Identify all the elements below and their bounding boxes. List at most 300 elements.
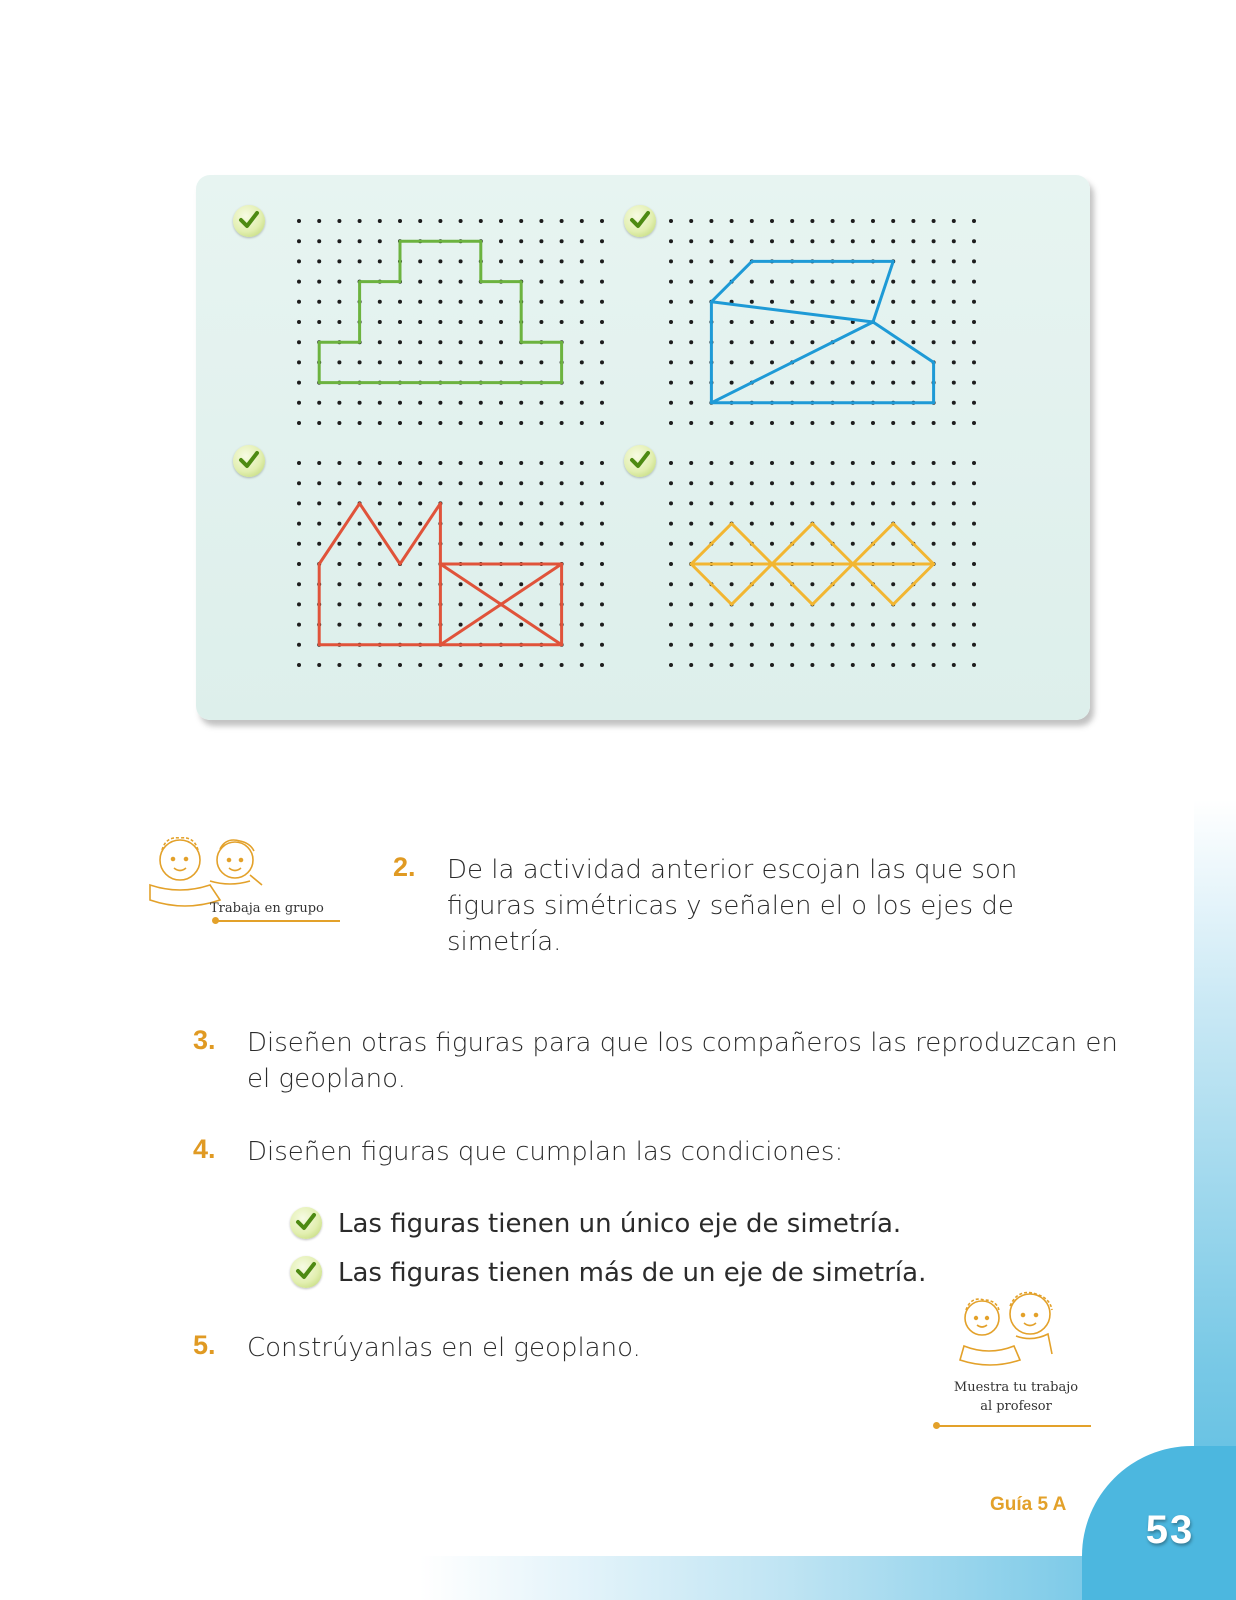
geoboard-peg [459, 522, 463, 526]
geoboard-peg [358, 461, 362, 465]
condition-item: Las figuras tienen más de un eje de simetría. [338, 1258, 927, 1288]
geoboard-peg [499, 663, 503, 667]
geoboard-peg [438, 320, 442, 324]
geoboard-peg [337, 663, 341, 667]
geoboard-peg [358, 562, 362, 566]
geoboard-peg [689, 623, 693, 627]
geoboard-peg [709, 421, 713, 425]
geoboard-peg [851, 663, 855, 667]
geoboard-peg [560, 259, 564, 263]
geoboard-peg [297, 501, 301, 505]
geoboard-peg [932, 219, 936, 223]
geoboard-peg [600, 481, 604, 485]
geoboard-peg [851, 481, 855, 485]
group-work-caption: Trabaja en grupo [210, 901, 324, 916]
geoboard-peg [499, 461, 503, 465]
geoboard-peg [790, 239, 794, 243]
geoboard-peg [911, 522, 915, 526]
geoboard-peg [398, 300, 402, 304]
geoboard-peg [418, 300, 422, 304]
geoboard-peg [911, 320, 915, 324]
geoboard-peg [810, 461, 814, 465]
item-number: 4. [193, 1134, 216, 1164]
geoboard-peg [459, 623, 463, 627]
geoboard-peg [519, 663, 523, 667]
geoboard-peg [952, 542, 956, 546]
geoboard-peg [911, 643, 915, 647]
geoboard-peg [689, 360, 693, 364]
geoboard-peg [952, 401, 956, 405]
geoboard-peg [669, 360, 673, 364]
geoboard-peg [499, 481, 503, 485]
geoboard-peg [770, 602, 774, 606]
geoboard-peg [790, 643, 794, 647]
caption-underline [216, 920, 340, 922]
geoboard-peg [709, 239, 713, 243]
geoboard-peg [337, 320, 341, 324]
geoboard-peg [790, 280, 794, 284]
geoboard-peg [499, 219, 503, 223]
geoboard-peg [317, 239, 321, 243]
geoboard-peg [337, 219, 341, 223]
geoboard-peg [911, 421, 915, 425]
geoboard-peg [418, 623, 422, 627]
geoboard-peg [709, 643, 713, 647]
geoboard-peg [669, 239, 673, 243]
geoboard-peg [911, 259, 915, 263]
geoboard-peg [459, 582, 463, 586]
geoboard-peg [297, 623, 301, 627]
geoboard-peg [297, 280, 301, 284]
geoboard-peg [669, 300, 673, 304]
geoboard-peg [479, 663, 483, 667]
geoboard-peg [750, 219, 754, 223]
geoboard-peg [932, 340, 936, 344]
geoboard-peg [972, 582, 976, 586]
geoboard-peg [669, 381, 673, 385]
geoboard-peg [730, 239, 734, 243]
geoboard-peg [459, 300, 463, 304]
geoboard-peg [539, 663, 543, 667]
geoboard-peg [600, 542, 604, 546]
geoboard-peg [418, 219, 422, 223]
geoboard-peg [580, 481, 584, 485]
geoboard-peg [932, 663, 936, 667]
geoboard-peg [600, 663, 604, 667]
geoboard-peg [337, 421, 341, 425]
geoboard-peg [952, 522, 956, 526]
geoboard-peg [519, 522, 523, 526]
geoboard-peg [499, 300, 503, 304]
geoboard-peg [972, 663, 976, 667]
geoboard-peg [297, 219, 301, 223]
geoboard-peg [499, 421, 503, 425]
geoboard-peg [600, 643, 604, 647]
geoboard-peg [317, 219, 321, 223]
geoboard-peg [891, 542, 895, 546]
geoboard-peg [689, 300, 693, 304]
geoboard-peg [459, 421, 463, 425]
geoboard-peg [560, 239, 564, 243]
geoboard-peg [911, 340, 915, 344]
geoboard-peg [317, 280, 321, 284]
geoboard-peg [891, 280, 895, 284]
geoboard-peg [851, 239, 855, 243]
geoboard-peg [418, 522, 422, 526]
geoboard-peg [539, 501, 543, 505]
geoboard-peg [459, 320, 463, 324]
geoboard-peg [911, 280, 915, 284]
geoboard-peg [831, 501, 835, 505]
children-illustration [950, 1288, 1080, 1378]
geoboard-peg [378, 219, 382, 223]
geoboard-peg [580, 320, 584, 324]
geoboard-peg [932, 522, 936, 526]
geoboard-peg [378, 360, 382, 364]
geoboard-peg [851, 501, 855, 505]
geoboard-peg [750, 239, 754, 243]
geoboard-peg [317, 663, 321, 667]
geoboard-peg [709, 219, 713, 223]
geoboard-peg [730, 219, 734, 223]
geoboard-peg [790, 623, 794, 627]
geoboard-peg [418, 259, 422, 263]
geoboard-peg [770, 542, 774, 546]
geoboard-peg [730, 461, 734, 465]
geoboard-peg [337, 522, 341, 526]
geoboard-peg [972, 340, 976, 344]
geoboard-peg [770, 461, 774, 465]
geoboard-peg [709, 501, 713, 505]
geoboard-peg [358, 522, 362, 526]
geoboard-peg [459, 663, 463, 667]
geoboard-peg [689, 582, 693, 586]
geoboard-peg [831, 360, 835, 364]
geoboard-peg [459, 542, 463, 546]
geoboard-peg [317, 501, 321, 505]
geoboard-peg [932, 421, 936, 425]
geoboard-peg [479, 320, 483, 324]
geoboard-peg [398, 602, 402, 606]
geoboard-peg [560, 320, 564, 324]
geoboard-illustration [196, 175, 1090, 720]
geoboard-peg [810, 542, 814, 546]
geoboard-peg [378, 481, 382, 485]
geoboard-peg [911, 239, 915, 243]
check-icon [290, 1256, 322, 1288]
activity-3-text [247, 1025, 1118, 1097]
geoboard-peg [358, 219, 362, 223]
geoboard-peg [297, 320, 301, 324]
geoboard-peg [911, 300, 915, 304]
geoboard-peg [831, 461, 835, 465]
geoboard-peg [600, 623, 604, 627]
geoboard-peg [669, 219, 673, 223]
text-line: simetría. [447, 927, 562, 957]
geoboard-peg [871, 623, 875, 627]
check-icon [624, 445, 656, 477]
geoboard-peg [600, 562, 604, 566]
geoboard-peg [297, 663, 301, 667]
geoboard-peg [358, 401, 362, 405]
geoboard-peg [770, 381, 774, 385]
geoboard-peg [459, 481, 463, 485]
geoboard-peg [972, 481, 976, 485]
geoboard-peg [750, 320, 754, 324]
geoboard-peg [669, 481, 673, 485]
geoboard-peg [580, 421, 584, 425]
geoboard-peg [891, 643, 895, 647]
activity-4-text: Diseñen figuras que cumplan las condiciones: [247, 1137, 844, 1167]
geoboard-peg [790, 320, 794, 324]
geoboard-peg [398, 219, 402, 223]
geoboard-peg [580, 239, 584, 243]
geoboard-peg [689, 643, 693, 647]
geoboard-peg [378, 340, 382, 344]
geoboard-peg [539, 280, 543, 284]
geoboard-peg [831, 280, 835, 284]
geoboard-peg [831, 381, 835, 385]
blue-figure-line [711, 302, 873, 322]
geoboard-peg [398, 522, 402, 526]
geoboard-peg [398, 340, 402, 344]
geoboard-peg [810, 360, 814, 364]
geoboard-peg [398, 461, 402, 465]
geoboard-peg [972, 542, 976, 546]
geoboard-peg [580, 280, 584, 284]
geoboard-peg [580, 562, 584, 566]
geoboard-peg [499, 501, 503, 505]
geoboard-peg [519, 461, 523, 465]
geoboard-peg [831, 239, 835, 243]
text-line: Diseñen otras figuras para que los compañeros las reproduzcan en [247, 1028, 1118, 1058]
geoboard-peg [438, 481, 442, 485]
geoboard-peg [669, 259, 673, 263]
geoboard-peg [790, 501, 794, 505]
geoboard-peg [891, 663, 895, 667]
geoboard-peg [539, 582, 543, 586]
geoboard-peg [871, 340, 875, 344]
geoboard-peg [499, 542, 503, 546]
geoboard-peg [871, 360, 875, 364]
geoboard-peg [479, 421, 483, 425]
geoboard-peg [770, 663, 774, 667]
geoboard-peg [871, 522, 875, 526]
geoboard-peg [972, 522, 976, 526]
geoboard-peg [810, 219, 814, 223]
geoboard-peg [580, 582, 584, 586]
geoboard-peg [297, 340, 301, 344]
geoboard-peg [972, 643, 976, 647]
geoboard-peg [750, 360, 754, 364]
geoboard-peg [689, 461, 693, 465]
geoboard-peg [560, 280, 564, 284]
geoboard-peg [810, 381, 814, 385]
geoboard-peg [972, 461, 976, 465]
geoboard-peg [932, 481, 936, 485]
geoboard-peg [297, 259, 301, 263]
geoboard-peg [750, 280, 754, 284]
geoboard-peg [810, 340, 814, 344]
geoboard-peg [770, 320, 774, 324]
geoboard-peg [972, 421, 976, 425]
geoboard-peg [479, 219, 483, 223]
geoboard-peg [750, 481, 754, 485]
geoboard-peg [560, 542, 564, 546]
geoboard-peg [689, 320, 693, 324]
show-work-caption [950, 1378, 1082, 1416]
geoboard-peg [297, 562, 301, 566]
geoboard-peg [297, 522, 301, 526]
geoboard-peg [398, 481, 402, 485]
geoboard-peg [770, 501, 774, 505]
geoboard-peg [891, 582, 895, 586]
geoboard-peg [317, 259, 321, 263]
geoboard-peg [337, 602, 341, 606]
geoboard-peg [709, 461, 713, 465]
geoboard-peg [600, 582, 604, 586]
item-number: 5. [193, 1330, 216, 1360]
geoboard-peg [932, 461, 936, 465]
geoboard-peg [317, 542, 321, 546]
geoboard-peg [600, 239, 604, 243]
geoboard-peg [669, 623, 673, 627]
geoboard-peg [952, 381, 956, 385]
geoboard-peg [871, 461, 875, 465]
geoboard-peg [519, 421, 523, 425]
caption-line: Muestra tu trabajo [953, 1380, 1079, 1395]
geoboard-peg [750, 643, 754, 647]
geoboard-peg [669, 461, 673, 465]
geoboard-peg [539, 522, 543, 526]
geoboard-peg [952, 663, 956, 667]
geoboard-peg [689, 522, 693, 526]
geoboard-peg [418, 481, 422, 485]
geoboard-peg [337, 562, 341, 566]
geoboard-peg [600, 501, 604, 505]
geoboard-peg [600, 340, 604, 344]
geoboard-peg [689, 542, 693, 546]
geoboard-peg [810, 501, 814, 505]
geoboard-peg [932, 582, 936, 586]
geoboard-peg [790, 602, 794, 606]
geoboard-peg [297, 461, 301, 465]
geoboard-peg [972, 280, 976, 284]
geoboard-peg [398, 663, 402, 667]
geoboard-peg [560, 300, 564, 304]
geoboard-peg [418, 360, 422, 364]
geoboard-peg [459, 219, 463, 223]
geoboard-peg [851, 643, 855, 647]
geoboard-peg [911, 381, 915, 385]
geoboard-peg [972, 320, 976, 324]
geoboard-peg [378, 239, 382, 243]
geoboard-peg [932, 300, 936, 304]
geoboard-peg [730, 320, 734, 324]
geoboard-peg [911, 623, 915, 627]
geoboard-peg [519, 582, 523, 586]
geoboard-peg [337, 401, 341, 405]
geoboard-peg [810, 320, 814, 324]
geoboard-peg [560, 663, 564, 667]
geoboard-peg [871, 663, 875, 667]
geoboard-peg [519, 360, 523, 364]
geoboard-peg [669, 320, 673, 324]
geoboard-peg [499, 259, 503, 263]
geoboard-peg [519, 219, 523, 223]
geoboard-peg [580, 501, 584, 505]
geoboard-peg [499, 320, 503, 324]
geoboard-peg [790, 340, 794, 344]
geoboard-peg [560, 401, 564, 405]
geoboard-peg [418, 280, 422, 284]
item-number: 3. [193, 1025, 216, 1055]
geoboard-peg [790, 663, 794, 667]
geoboard-peg [358, 259, 362, 263]
geoboard-peg [580, 401, 584, 405]
geoboard-peg [337, 461, 341, 465]
geoboard-peg [770, 522, 774, 526]
geoboard-peg [539, 461, 543, 465]
geoboard-peg [297, 643, 301, 647]
geoboard-peg [317, 481, 321, 485]
geoboard-peg [750, 421, 754, 425]
geoboard-peg [770, 360, 774, 364]
geoboard-peg [871, 219, 875, 223]
geoboard-peg [952, 602, 956, 606]
geoboard-peg [539, 300, 543, 304]
geoboard-peg [600, 602, 604, 606]
geoboard-peg [499, 401, 503, 405]
geoboard-peg [337, 360, 341, 364]
geoboard-peg [851, 340, 855, 344]
geoboard-peg [851, 542, 855, 546]
geoboard-peg [600, 421, 604, 425]
geoboard-peg [669, 582, 673, 586]
geoboard-peg [398, 501, 402, 505]
geoboard-peg [689, 481, 693, 485]
geoboard-peg [358, 360, 362, 364]
geoboard-peg [851, 623, 855, 627]
geoboard-peg [580, 461, 584, 465]
geoboard-peg [499, 623, 503, 627]
geoboard-peg [770, 481, 774, 485]
geoboard-peg [378, 501, 382, 505]
geoboard-peg [689, 280, 693, 284]
check-icon [233, 445, 265, 477]
geoboard-peg [911, 360, 915, 364]
check-icon [233, 205, 265, 237]
geoboard-peg [891, 461, 895, 465]
geoboard-peg [418, 663, 422, 667]
geoboard-peg [669, 542, 673, 546]
geoboard-peg [600, 522, 604, 526]
geoboard-peg [438, 259, 442, 263]
geoboard-peg [669, 280, 673, 284]
geoboard-peg [519, 239, 523, 243]
geoboard-peg [317, 320, 321, 324]
geoboard-peg [669, 562, 673, 566]
blue-figure [711, 261, 933, 402]
geoboard-peg [418, 501, 422, 505]
geoboard-peg [790, 381, 794, 385]
geoboard-peg [479, 340, 483, 344]
geoboard-peg [600, 300, 604, 304]
geoboard-peg [479, 542, 483, 546]
geoboard-peg [378, 320, 382, 324]
geoboard-peg [317, 522, 321, 526]
geoboard-peg [600, 219, 604, 223]
